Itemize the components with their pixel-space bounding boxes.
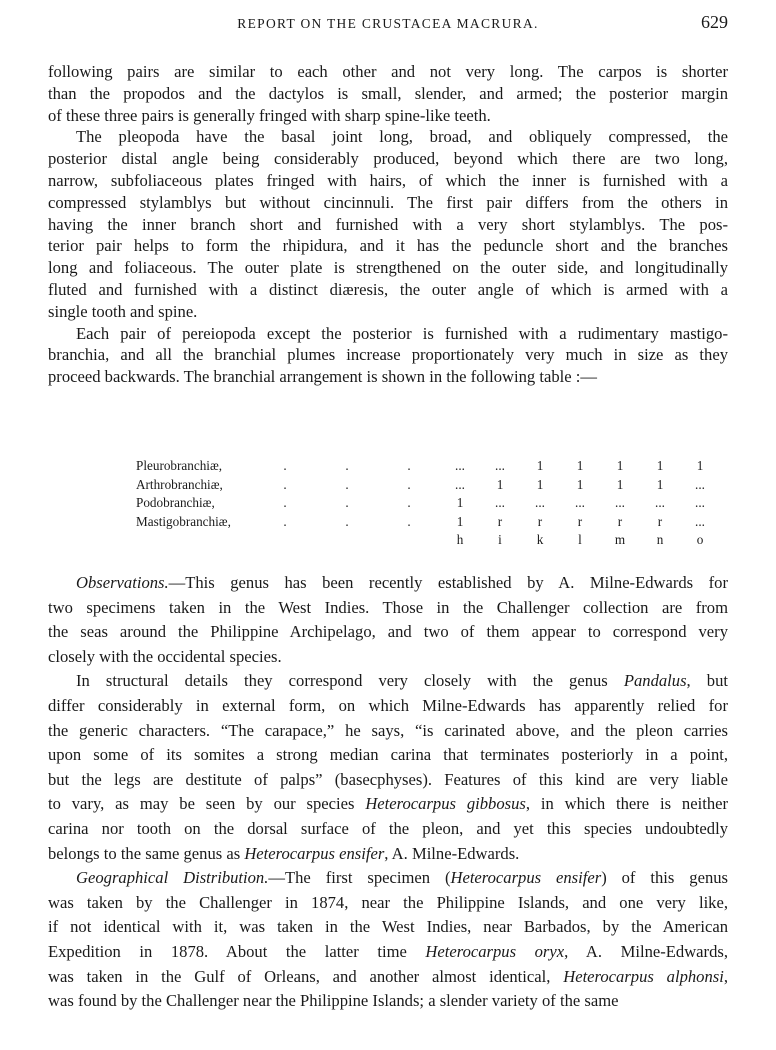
table-row bbox=[136, 457, 720, 476]
text-line: belongs to the same genus as Heterocarpus ensifer, A. Milne-Edwards. bbox=[48, 843, 520, 863]
leader-dot: . bbox=[407, 458, 411, 474]
table-cell: 1 bbox=[576, 476, 584, 492]
table-cell: ... bbox=[495, 495, 505, 511]
text-line: was found by the Challenger near the Philippine Islands; a slender variety of the same bbox=[48, 991, 619, 1011]
table-cell: 1 bbox=[576, 458, 584, 474]
paragraph bbox=[48, 61, 728, 126]
table-cell: ... bbox=[695, 513, 705, 529]
italic-text: Heterocarpus gibbosus bbox=[365, 794, 526, 814]
table-cell: 1 bbox=[696, 458, 704, 474]
leader-dot: . bbox=[345, 458, 349, 474]
table-cell: 1 bbox=[496, 476, 504, 492]
table-cell: 1 bbox=[656, 476, 664, 492]
text-line: proceed backwards. The branchial arrangement is shown in the following table :— bbox=[48, 367, 597, 387]
text-line: Expedition in 1878. About the latter time Heterocarpus oryx, A. Milne-Edwards, bbox=[48, 941, 728, 961]
italic-text: Heterocarpus ensifer bbox=[450, 868, 602, 888]
table-cell: 1 bbox=[456, 495, 464, 511]
text-line: than the propodos and the dactylos is small, slender, and armed; the posterior margin bbox=[48, 83, 728, 103]
paragraph bbox=[48, 669, 728, 866]
table-cell: r bbox=[497, 513, 503, 529]
text-line: but the legs are destitute of palps” (basecphyses). Features of this kind are very liable bbox=[48, 769, 728, 789]
leader-dot: . bbox=[407, 476, 411, 492]
table-row bbox=[136, 494, 720, 513]
text-line: terior pair helps to form the rhipidura, and it has the peduncle short and the branches bbox=[48, 236, 728, 256]
paragraph bbox=[48, 126, 728, 322]
text-line: Geographical Distribution.—The first specimen (Heterocarpus ensifer) of this genus bbox=[76, 868, 728, 888]
table-cell: ... bbox=[575, 495, 585, 511]
leader-dot: . bbox=[283, 476, 287, 492]
column-letter: l bbox=[578, 532, 582, 548]
table-cell: ... bbox=[615, 495, 625, 511]
text-line: compressed stylamblys but without cincinnuli. The first pair differs from the others in bbox=[48, 192, 728, 212]
table-cell: ... bbox=[535, 495, 545, 511]
branchial-arrangement-table bbox=[136, 457, 720, 550]
running-title: REPORT ON THE CRUSTACEA MACRURA. bbox=[237, 16, 539, 31]
table-cell: r bbox=[657, 513, 663, 529]
running-header bbox=[48, 12, 728, 34]
text-line: long and foliaceous. The outer plate is strengthened on the outer side, and longitudinally bbox=[48, 258, 728, 278]
text-line: following pairs are similar to each other and not very long. The carpos is shorter bbox=[48, 62, 728, 81]
text-line: of these three pairs is generally fringed with sharp spine-like teeth. bbox=[48, 105, 491, 125]
table-cell: r bbox=[577, 513, 583, 529]
text-line: narrow, subfoliaceous plates fringed with hairs, of which the inner is furnished with a bbox=[48, 170, 728, 190]
table-cell: ... bbox=[695, 476, 705, 492]
column-letter: o bbox=[696, 532, 704, 548]
table-cell: ... bbox=[495, 458, 505, 474]
table-cell: ... bbox=[655, 495, 665, 511]
body-text-lower bbox=[48, 571, 728, 1014]
text-line: the generic characters. “The carapace,” he says, “is carinated above, and the pleon carries bbox=[48, 720, 728, 740]
paragraph bbox=[48, 866, 728, 1014]
leader-dot: . bbox=[407, 513, 411, 529]
table-cell: r bbox=[617, 513, 623, 529]
table-cell: 1 bbox=[616, 476, 624, 492]
table-cell: r bbox=[537, 513, 543, 529]
leader-dot: . bbox=[283, 513, 287, 529]
leader-dot: . bbox=[407, 495, 411, 511]
leader-dot: . bbox=[345, 513, 349, 529]
leader-dot: . bbox=[283, 495, 287, 511]
leader-dot: . bbox=[345, 495, 349, 511]
text-line: In structural details they correspond very closely with the genus Pandalus, but bbox=[76, 671, 728, 691]
table-cell: 1 bbox=[536, 476, 544, 492]
paragraph bbox=[48, 323, 728, 388]
row-label: Pleurobranchiæ, bbox=[136, 458, 223, 474]
table-row bbox=[136, 513, 720, 532]
text-line: differ considerably in external form, on which Milne-Edwards has apparently relied for bbox=[48, 695, 728, 715]
text-line: branchia, and all the branchial plumes increase proportionately very much in size as they bbox=[48, 345, 728, 365]
text-line: if not identical with it, was taken in the West Indies, near Barbados, by the American bbox=[48, 917, 728, 937]
column-letter: n bbox=[656, 532, 664, 548]
row-label: Mastigobranchiæ, bbox=[136, 513, 231, 529]
table-cell: 1 bbox=[616, 458, 624, 474]
table-cell: 1 bbox=[656, 458, 664, 474]
text-line: two specimens taken in the West Indies. Those in the Challenger collection are from bbox=[48, 597, 728, 617]
text-line: Observations.—This genus has been recently established by A. Milne-Edwards for bbox=[76, 573, 728, 592]
italic-text: Heterocarpus ensifer bbox=[244, 843, 385, 863]
table-cell: ... bbox=[695, 495, 705, 511]
table-cell: ... bbox=[455, 476, 465, 492]
table-row bbox=[136, 476, 720, 495]
text-line: the seas around the Philippine Archipelago, and two of them appear to correspond very bbox=[48, 622, 728, 642]
italic-text: Observations. bbox=[76, 573, 169, 592]
column-letter: m bbox=[614, 532, 626, 548]
column-letter: k bbox=[536, 532, 544, 548]
row-label: Arthrobranchiæ, bbox=[136, 476, 223, 492]
body-text-upper bbox=[48, 61, 728, 388]
text-line: having the inner branch short and furnished with a very short stylamblys. The pos- bbox=[48, 214, 728, 234]
text-line: carina nor tooth on the dorsal surface of the pleon, and yet this species undoubtedly bbox=[48, 818, 728, 838]
text-line: The pleopoda have the basal joint long, broad, and obliquely compressed, the bbox=[76, 127, 728, 147]
row-label: Podobranchiæ, bbox=[136, 495, 215, 511]
text-line: upon some of its somites a strong median carina that terminates posteriorly in a point, bbox=[48, 745, 728, 765]
paragraph bbox=[48, 571, 728, 669]
text-line: posterior distal angle being considerably produced, beyond which there are two long, bbox=[48, 149, 728, 169]
column-letter: i bbox=[498, 532, 502, 548]
italic-text: Geographical Distribution. bbox=[76, 868, 269, 888]
table-cell: ... bbox=[455, 458, 465, 474]
text-line: Each pair of pereiopoda except the posterior is furnished with a rudimentary mastigo- bbox=[76, 323, 728, 343]
italic-text: Pandalus bbox=[623, 671, 687, 691]
table-cell: 1 bbox=[536, 458, 544, 474]
italic-text: Heterocarpus alphonsi bbox=[563, 966, 724, 986]
text-line: single tooth and spine. bbox=[48, 301, 198, 321]
leader-dot: . bbox=[345, 476, 349, 492]
text-line: to vary, as may be seen by our species Heterocarpus gibbosus, in which there is neither bbox=[48, 794, 729, 814]
column-letter: h bbox=[456, 532, 464, 548]
text-line: fluted and furnished with a distinct diæresis, the outer angle of which is armed with a bbox=[48, 279, 728, 299]
column-letters-row bbox=[136, 531, 720, 550]
italic-text: Heterocarpus oryx bbox=[425, 941, 565, 961]
text-line: closely with the occidental species. bbox=[48, 646, 282, 666]
text-line: was taken by the Challenger in 1874, near the Philippine Islands, and one very like, bbox=[48, 892, 728, 912]
table-cell: 1 bbox=[456, 513, 464, 529]
text-line: was taken in the Gulf of Orleans, and another almost identical, Heterocarpus alphonsi, bbox=[48, 966, 728, 986]
leader-dot: . bbox=[283, 458, 287, 474]
page-number: 629 bbox=[701, 12, 728, 32]
